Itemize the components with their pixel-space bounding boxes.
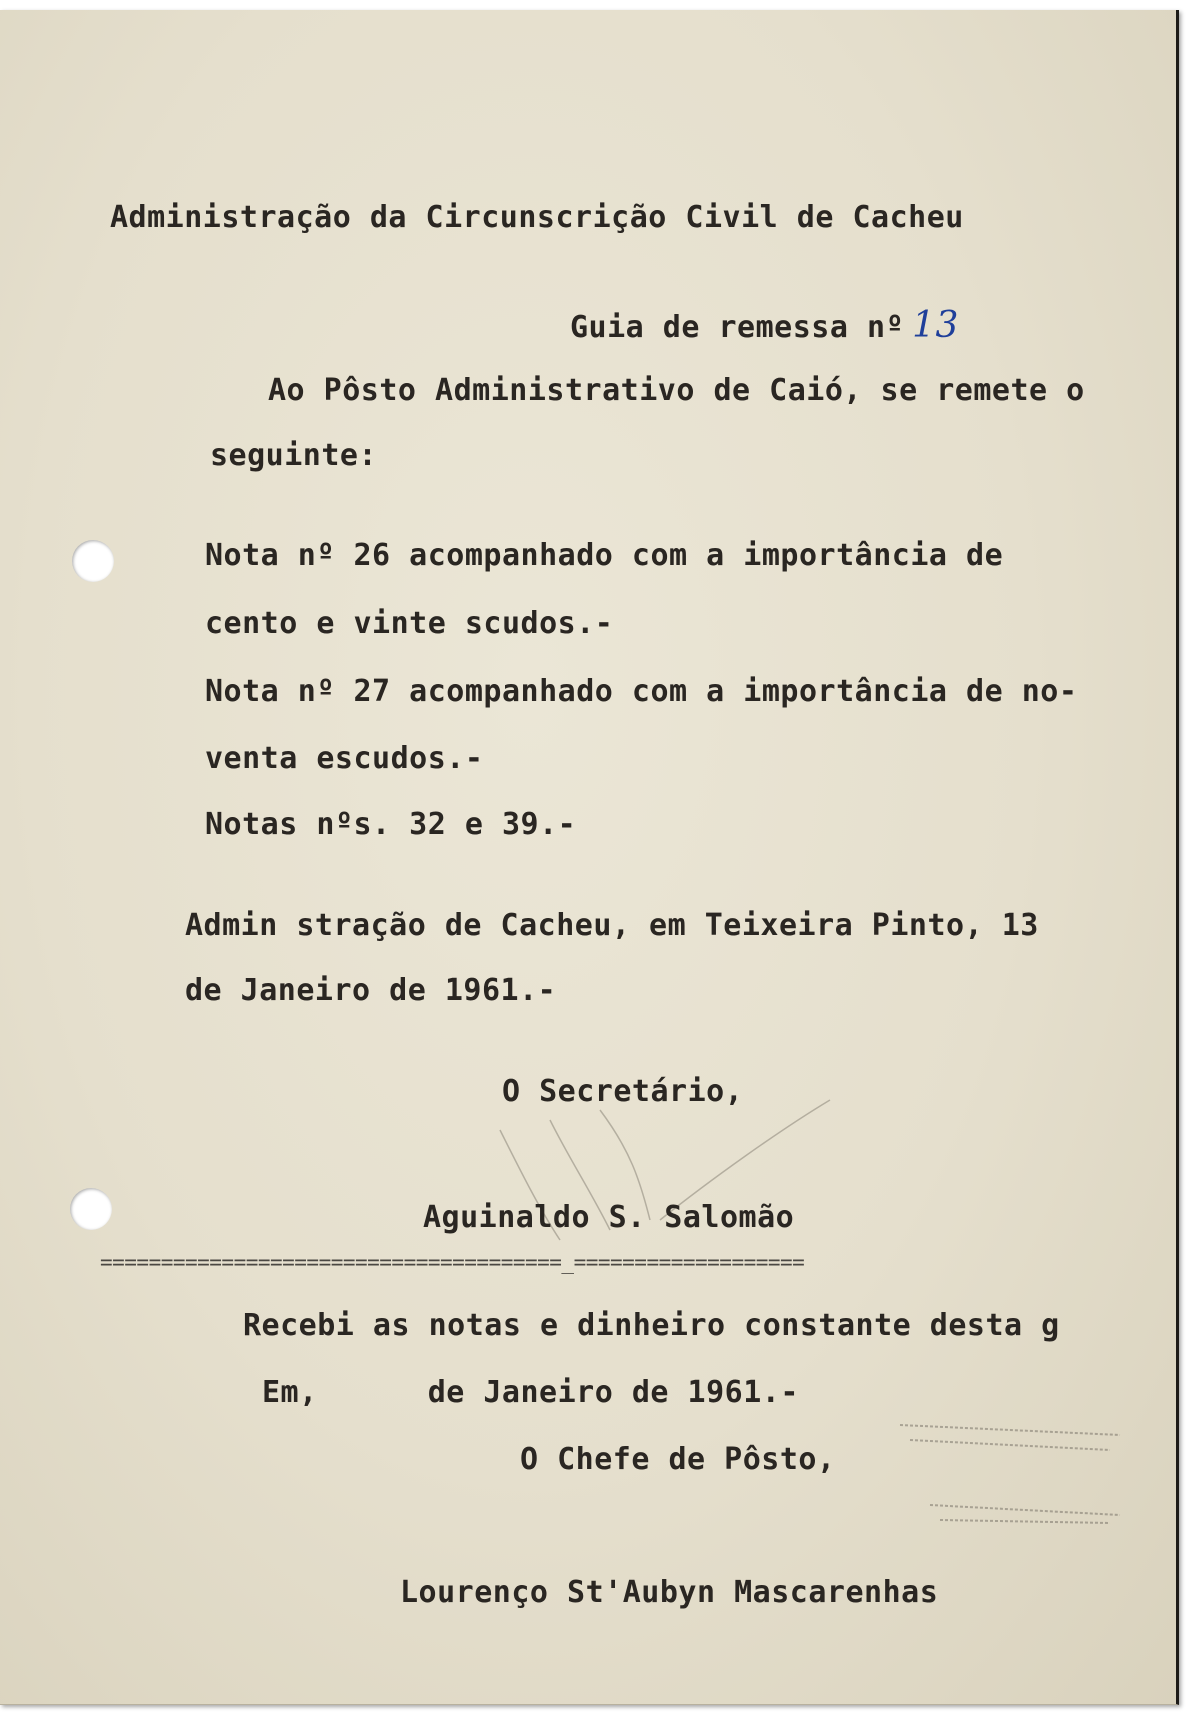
item-1-line-1: Nota nº 26 acompanhado com a importância de: [205, 538, 1004, 573]
guide-number-handwritten: 13: [912, 305, 959, 346]
secretary-title: O Secretário,: [502, 1074, 744, 1109]
guide-label: Guia de remessa nº: [570, 310, 905, 345]
place-date-line-1: Admin stração de Cacheu, em Teixeira Pinto, 13: [185, 908, 1039, 943]
receipt-date-rest: de Janeiro de 1961.-: [427, 1375, 799, 1410]
office-header: Administração da Circunscrição Civil de Cacheu: [110, 200, 964, 235]
separator-line: ======================================_===================: [100, 1250, 805, 1274]
intro-line-1: Ao Pôsto Administrativo de Caió, se remete o: [268, 373, 1085, 408]
receipt-line-2: [262, 1375, 799, 1410]
item-2-line-2: venta escudos.-: [205, 741, 484, 776]
guide-title: [570, 305, 959, 346]
item-1-line-2: cento e vinte scudos.-: [205, 606, 614, 641]
item-3-line-1: Notas nºs. 32 e 39.-: [205, 807, 577, 842]
chief-name: Lourenço St'Aubyn Mascarenhas: [400, 1575, 939, 1610]
item-2-line-1: Nota nº 27 acompanhado com a importância de no-: [205, 674, 1078, 709]
secretary-name: Aguinaldo S. Salomão: [423, 1200, 795, 1235]
punch-hole-top: [72, 540, 114, 582]
place-date-line-2: de Janeiro de 1961.-: [185, 973, 557, 1008]
faded-stamp-marks: [890, 1405, 1130, 1555]
receipt-date-prefix: Em,: [262, 1375, 318, 1410]
document-sheet: [0, 10, 1179, 1705]
chief-title: O Chefe de Pôsto,: [520, 1442, 836, 1477]
receipt-line-1: Recebi as notas e dinheiro constante desta g: [243, 1308, 1060, 1343]
intro-line-2: seguinte:: [210, 438, 378, 473]
punch-hole-bottom: [70, 1188, 112, 1230]
